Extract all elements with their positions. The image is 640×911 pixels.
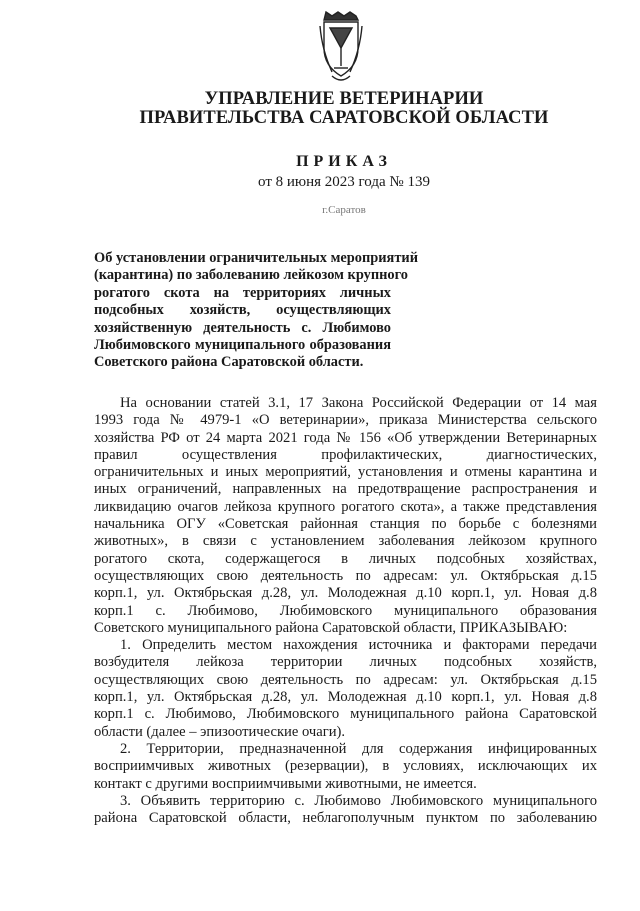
body-line: корп.1 с. Любимово, Любимовского муниципального района Саратовской [94, 706, 597, 723]
body-line: 2. Территории, предназначенной для содержания инфицированных [120, 740, 597, 757]
organization-name-line1: УПРАВЛЕНИЕ ВЕТЕРИНАРИИ [204, 89, 484, 109]
subject-line: Советского района Саратовской области. [94, 354, 364, 371]
body-line: ликвидацию очагов лейкоза крупного рогатого скота», а также представления [94, 498, 597, 515]
body-line: хозяйства РФ от 24 марта 2021 года № 156 «Об утверждении Ветеринарных [94, 429, 597, 446]
order-date-number: от 8 июня 2023 года № 139 [258, 174, 430, 190]
body-line: иных ограничений, направленных на предотвращение распространения и [94, 481, 597, 498]
body-line: ограничительных и иных мероприятий, установления и отмены карантина и [94, 464, 597, 481]
body-line: На основании статей 3.1, 17 Закона Российской Федерации от 14 мая [120, 395, 597, 411]
body-line: 1. Определить местом нахождения источника и факторами передачи [120, 637, 597, 654]
body-line: 3. Объявить территорию с. Любимово Любимовского муниципального [120, 792, 597, 809]
body-line: контакт с другими восприимчивыми животными, не имеется. [94, 775, 477, 792]
body-line: возбудителя лейкоза территории личных подсобных хозяйств, [94, 654, 597, 671]
body-line: 1993 года № 4979-1 «О ветеринарии», приказа Министерства сельского [94, 412, 597, 429]
body-line: осуществляющих свою деятельность по адресам: ул. Октябрьская д.15 [94, 567, 597, 584]
order-subject [94, 250, 418, 372]
body-line: осуществляющих свою деятельность по адресам: ул. Октябрьская д.15 [94, 671, 597, 688]
order-body [94, 395, 597, 827]
body-line: рогатого скота, содержащегося в личных подсобных хозяйствах, [94, 550, 597, 567]
document-type: ПРИКАЗ [296, 153, 392, 170]
coat-of-arms-icon [318, 10, 364, 88]
body-line: Советского муниципального района Саратовской области, ПРИКАЗЫВАЮ: [94, 619, 568, 636]
subject-line: Об установлении ограничительных мероприятий [94, 250, 418, 266]
body-line: района Саратовской области, неблагополучным пунктом по заболеванию [94, 810, 597, 827]
subject-line: подсобных хозяйств, осуществляющих [94, 302, 391, 319]
body-line: корп.1, ул. Октябрьская д.28, ул. Молодежная д.10 корп.1, ул. Новая д.8 [94, 689, 597, 706]
body-line: восприимчивых животных (резервации), в условиях, исключающих их [94, 758, 597, 775]
body-line: животных», в связи с установлением заболевания лейкозом крупного [94, 533, 597, 550]
body-line: корп.1 с. Любимово, Любимовского муниципального образования [94, 602, 597, 619]
organization-name-line2: ПРАВИТЕЛЬСТВА САРАТОВСКОЙ ОБЛАСТИ [139, 108, 549, 128]
subject-line: Любимовского муниципального образования [94, 336, 391, 353]
subject-line: хозяйственную деятельность с. Любимово [94, 319, 391, 336]
body-line: правил осуществления профилактических, диагностических, [94, 446, 597, 463]
body-line: начальника ОГУ «Советская районная станция по борьбе с болезнями [94, 516, 597, 533]
city: г.Саратов [322, 204, 366, 216]
body-line: корп.1, ул. Октябрьская д.28, ул. Молодежная д.10 корп.1, ул. Новая д.8 [94, 585, 597, 602]
body-line: области (далее – эпизоотические очаги). [94, 723, 346, 740]
subject-line: (карантина) по заболеванию лейкозом крупного [94, 267, 408, 284]
subject-line: рогатого скота на территориях личных [94, 284, 391, 301]
